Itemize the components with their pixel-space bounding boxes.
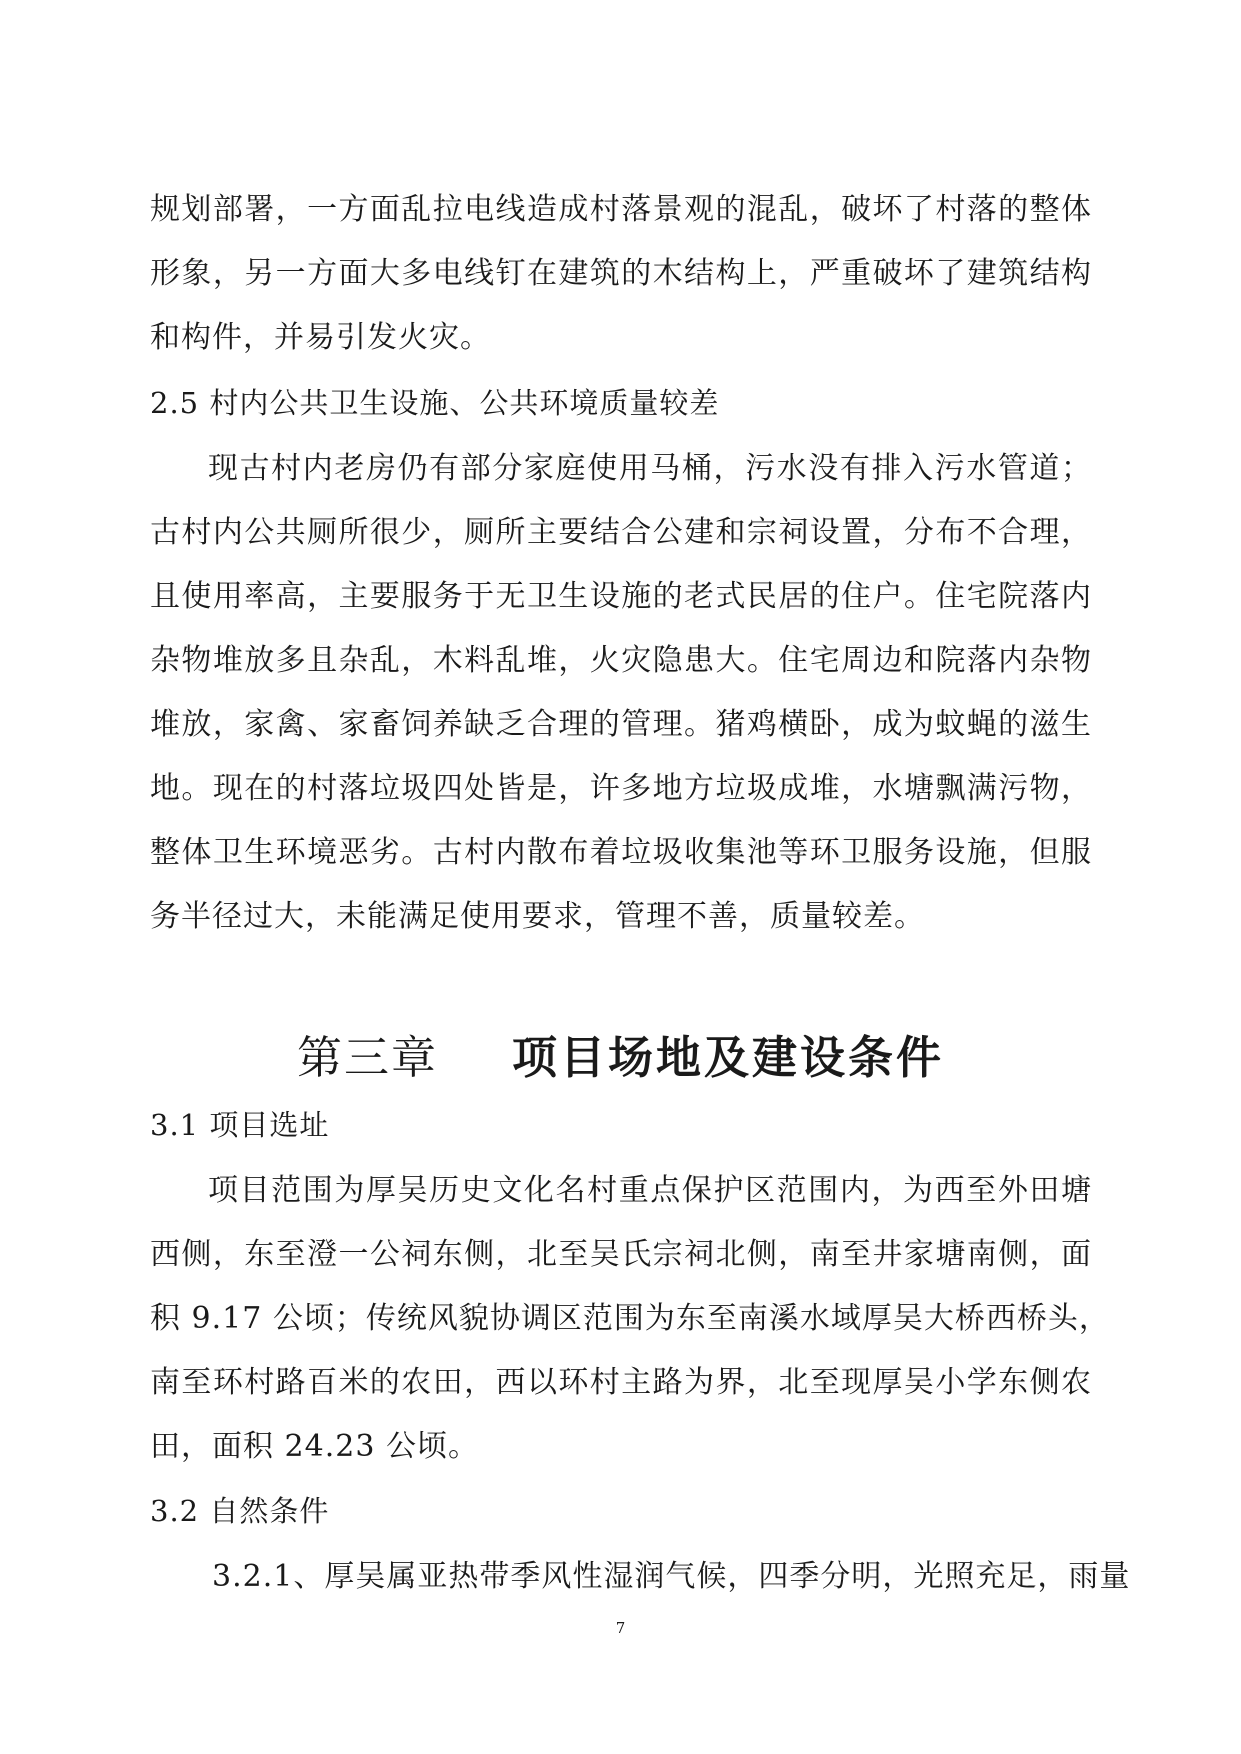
body-text-line: 且使用率高，主要服务于无卫生设施的老式民居的住户。住宅院落内 — [150, 579, 1092, 614]
body-text-line: 现古村内老房仍有部分家庭使用马桶，污水没有排入污水管道； — [208, 451, 1092, 486]
body-text-line: 整体卫生环境恶劣。古村内散布着垃圾收集池等环卫服务设施，但服 — [150, 835, 1092, 870]
section-heading-3-2: 3.2 自然条件 — [150, 1494, 330, 1528]
section-heading-3-1: 3.1 项目选址 — [150, 1108, 330, 1142]
section-heading-2-5: 2.5 村内公共卫生设施、公共环境质量较差 — [150, 386, 720, 420]
chapter-heading — [0, 1028, 1241, 1088]
body-text-line: 积 9.17 公顷；传统风貌协调区范围为东至南溪水域厚吴大桥西桥头， — [150, 1301, 1110, 1336]
page-number: 7 — [615, 1619, 626, 1637]
body-text-line: 堆放，家禽、家畜饲养缺乏合理的管理。猪鸡横卧，成为蚊蝇的滋生 — [150, 707, 1092, 742]
body-text-line: 规划部署，一方面乱拉电线造成村落景观的混乱，破坏了村落的整体 — [150, 192, 1092, 227]
body-text-line: 南至环村路百米的农田，西以环村主路为界，北至现厚吴小学东侧农 — [150, 1365, 1092, 1400]
body-text-line: 西侧，东至澄一公祠东侧，北至吴氏宗祠北侧，南至井家塘南侧，面 — [150, 1237, 1092, 1272]
body-text-line: 田，面积 24.23 公顷。 — [150, 1429, 479, 1464]
body-text-line: 古村内公共厕所很少，厕所主要结合公建和宗祠设置，分布不合理， — [150, 515, 1092, 550]
body-text-line: 地。现在的村落垃圾四处皆是，许多地方垃圾成堆，水塘飘满污物， — [150, 771, 1092, 806]
chapter-title: 项目场地及建设条件 — [512, 1031, 945, 1084]
chapter-number: 第三章 — [296, 1031, 438, 1084]
body-text-line: 和构件，并易引发火灾。 — [150, 320, 491, 355]
body-text-line: 务半径过大，未能满足使用要求，管理不善，质量较差。 — [150, 899, 925, 934]
body-text-line: 项目范围为厚吴历史文化名村重点保护区范围内，为西至外田塘 — [208, 1173, 1092, 1208]
body-text-line: 形象，另一方面大多电线钉在建筑的木结构上，严重破坏了建筑结构 — [150, 256, 1092, 291]
body-text-line: 3.2.1、厚吴属亚热带季风性湿润气候，四季分明，光照充足，雨量 — [212, 1559, 1131, 1594]
body-text-line: 杂物堆放多且杂乱，木料乱堆，火灾隐患大。住宅周边和院落内杂物 — [150, 643, 1092, 678]
